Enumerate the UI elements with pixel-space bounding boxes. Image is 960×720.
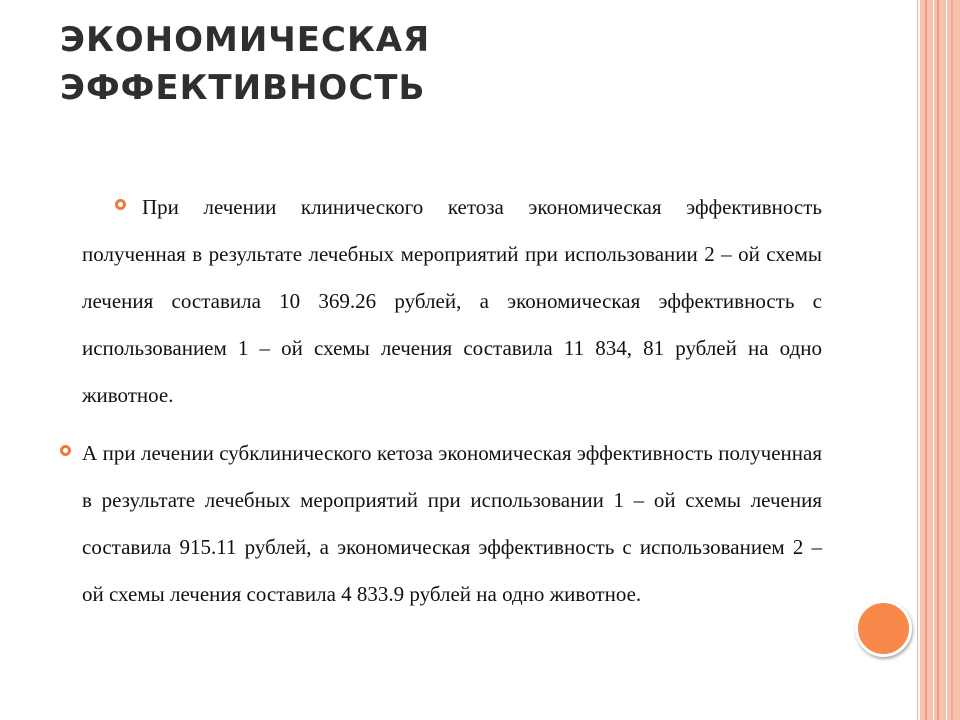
orange-circle-icon [855, 600, 912, 657]
slide-title [60, 16, 430, 112]
decorative-stripe [946, 0, 947, 720]
decorative-stripe [937, 0, 939, 720]
decorative-stripe [933, 0, 934, 720]
body-paragraph-1: При лечении клинического кетоза экономическая эффективность полученная в результате лечебных мероприятий при использовании 2 – ой схемы лечения составила 10 369.26 рублей, а экономическая эффективность с использованием 1 – ой схемы лечения составила 11 834, 81 рублей на одно животное. [82, 195, 822, 407]
decorative-stripe [951, 0, 953, 720]
decorative-stripe [925, 0, 927, 720]
slide-title-line-1: ЭКОНОМИЧЕСКАЯ [60, 20, 431, 60]
ring-bullet-icon [60, 445, 71, 456]
slide-title-line-2: ЭФФЕКТИВНОСТЬ [60, 68, 426, 108]
body-paragraph-2: А при лечении субклинического кетоза экономическая эффективность полученная в результате лечебных мероприятий при использовании 1 – ой схемы лечения составила 915.11 рублей, а экономическая эффективность с использованием 2 – ой схемы лечения составила 4 833.9 рублей на одно животное. [82, 441, 822, 606]
